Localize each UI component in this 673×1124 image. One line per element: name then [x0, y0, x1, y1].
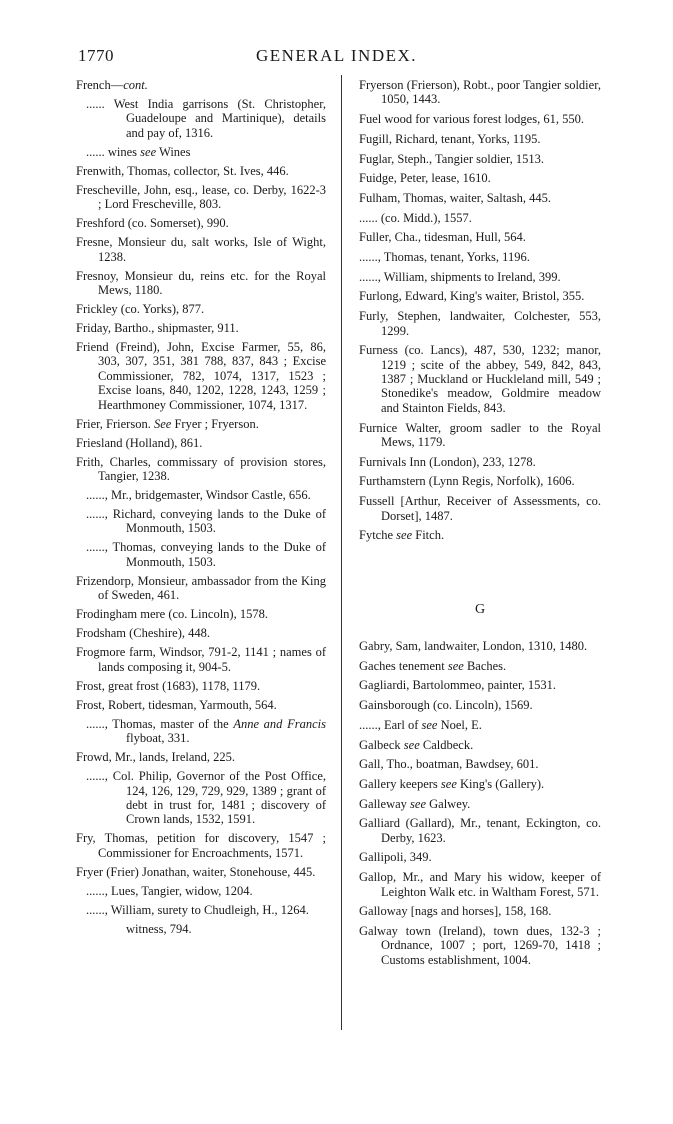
index-entry: Fresnoy, Monsieur du, reins etc. for the Royal Mews, 1180. — [76, 268, 326, 298]
index-entry: ...... (co. Midd.), 1557. — [359, 210, 472, 225]
index-entry: Gaches tenement see Baches. — [359, 658, 507, 673]
index-entry: Gallop, Mr., and Mary his widow, keeper of Leighton Walk etc. in Waltham Forest, 571. — [359, 870, 601, 899]
index-entry: Fuglar, Steph., Tangier soldier, 1513. — [359, 151, 545, 166]
page-title: GENERAL INDEX. — [255, 46, 418, 65]
index-entry: ......, Thomas, master of the Anne and Francis flyboat, 331. — [86, 716, 326, 746]
index-entry: Galway town (Ireland), town dues, 132-3 ; Ordnance, 1007 ; port, 1269-70, 1418 ; Customs establishment, 1004. — [359, 923, 601, 967]
index-entry: Frith, Charles, commissary of provision stores, Tangier, 1238. — [76, 454, 326, 484]
index-entry: Frescheville, John, esq., lease, co. Derby, 1622-3 ; Lord Frescheville, 803. — [76, 182, 326, 212]
page-number: 1770 — [78, 46, 114, 65]
index-entry: Galbeck see Caldbeck. — [359, 737, 474, 752]
index-entry: Gabry, Sam, landwaiter, London, 1310, 1480. — [359, 639, 588, 654]
index-entry: Fuel wood for various forest lodges, 61, 550. — [359, 112, 584, 127]
index-entry: ...... wines see Wines — [86, 144, 191, 159]
index-entry: Fulham, Thomas, waiter, Saltash, 445. — [359, 190, 551, 205]
index-entry: Furthamstern (Lynn Regis, Norfolk), 1606. — [359, 474, 575, 489]
index-entry: Fuller, Cha., tidesman, Hull, 564. — [359, 230, 526, 245]
index-entry: ......, Thomas, tenant, Yorks, 1196. — [359, 250, 530, 265]
section-letter: G — [474, 601, 486, 617]
index-entry: Fytche see Fitch. — [359, 528, 445, 543]
f-entries — [359, 78, 601, 543]
index-entry: Gallipoli, 349. — [359, 850, 432, 865]
index-entry: Frodingham mere (co. Lincoln), 1578. — [76, 607, 268, 622]
column-divider — [341, 75, 342, 1030]
index-entry: Frickley (co. Yorks), 877. — [76, 302, 205, 317]
left-index-column — [76, 78, 326, 941]
index-entry: ......, Earl of see Noel, E. — [359, 717, 482, 732]
index-entry: Friend (Freind), John, Excise Farmer, 55, 86, 303, 307, 351, 381 788, 837, 843 ; Excise Commissioner, 782, 1074, 1317, 1523 ; Excise loans, 840, 1202, 1228, 1243, 1259 ; Hearthmoney Commissioner, 1074, 1317. — [76, 340, 326, 412]
index-entry: Frodsham (Cheshire), 448. — [76, 626, 211, 641]
index-entry: Fugill, Richard, tenant, Yorks, 1195. — [359, 131, 541, 146]
index-entry: Galloway [nags and horses], 158, 168. — [359, 904, 552, 919]
index-entry: Friesland (Holland), 861. — [76, 435, 203, 450]
right-index-column — [359, 78, 601, 972]
index-entry: Gallery keepers see King's (Gallery). — [359, 776, 545, 791]
index-entry: ......, Thomas, conveying lands to the Duke of Monmouth, 1503. — [86, 540, 326, 569]
index-entry: Fryerson (Frierson), Robt., poor Tangier soldier, 1050, 1443. — [359, 78, 601, 107]
index-entry: Frizendorp, Monsieur, ambassador from the King of Sweden, 461. — [76, 573, 326, 603]
index-entry: Frenwith, Thomas, collector, St. Ives, 446. — [76, 163, 289, 178]
index-entry: Frost, great frost (1683), 1178, 1179. — [76, 678, 261, 693]
index-entry: Gagliardi, Bartolommeo, painter, 1531. — [359, 678, 557, 693]
index-entry: Frogmore farm, Windsor, 791-2, 1141 ; names of lands composing it, 904-5. — [76, 645, 326, 674]
index-entry: ......, Richard, conveying lands to the Duke of Monmouth, 1503. — [86, 507, 326, 536]
index-entry: Gall, Tho., boatman, Bawdsey, 601. — [359, 757, 539, 772]
index-entry: Freshford (co. Somerset), 990. — [76, 216, 229, 231]
g-entries — [359, 639, 601, 967]
index-entry: Furlong, Edward, King's waiter, Bristol, 355. — [359, 289, 585, 304]
index-entry: French—cont. — [76, 78, 148, 92]
index-entry: ......, William, surety to Chudleigh, H., 1264. — [86, 902, 309, 917]
index-entry: ......, Col. Philip, Governor of the Post Office, 124, 126, 129, 729, 929, 1389 ; grant of debt in trust for, 1481 ; discovery of Crown lands, 1532, 1591. — [86, 769, 326, 827]
index-entry: ......, Mr., bridgemaster, Windsor Castle, 656. — [86, 488, 311, 503]
index-entry: Fryer (Frier) Jonathan, waiter, Stonehouse, 445. — [76, 864, 316, 879]
index-entry: Fresne, Monsieur du, salt works, Isle of Wight, 1238. — [76, 235, 326, 264]
index-entry: Galleway see Galwey. — [359, 796, 471, 811]
index-entry: ......, Lues, Tangier, widow, 1204. — [86, 883, 253, 898]
index-entry: Frier, Frierson. See Fryer ; Fryerson. — [76, 416, 259, 431]
index-entry: Friday, Bartho., shipmaster, 911. — [76, 321, 239, 336]
index-entry: Galliard (Gallard), Mr., tenant, Eckington, co. Derby, 1623. — [359, 816, 601, 845]
index-entry: witness, 794. — [126, 921, 192, 936]
index-entry: ...... West India garrisons (St. Christopher, Guadeloupe and Martinique), details and pay of, 1316. — [86, 97, 326, 140]
index-entry: Fussell [Arthur, Receiver of Assessments, co. Dorset], 1487. — [359, 494, 601, 523]
index-entry: Furnice Walter, groom sadler to the Royal Mews, 1179. — [359, 420, 601, 449]
index-entry: Fuidge, Peter, lease, 1610. — [359, 171, 491, 186]
index-entry: Furness (co. Lancs), 487, 530, 1232; manor, 1219 ; scite of the abbey, 549, 842, 843, 1387 ; Muckland or Huckleland mill, 549 ; Stonedike's meadow, Goldmire meadow and Stainton Fields, 843. — [359, 343, 601, 415]
index-entry: Frost, Robert, tidesman, Yarmouth, 564. — [76, 697, 277, 712]
index-entry: Gainsborough (co. Lincoln), 1569. — [359, 698, 533, 713]
index-entry: Furly, Stephen, landwaiter, Colchester, 553, 1299. — [359, 309, 601, 338]
index-entry: Furnivals Inn (London), 233, 1278. — [359, 454, 536, 469]
index-entry: ......, William, shipments to Ireland, 399. — [359, 269, 561, 284]
index-entry: Frowd, Mr., lands, Ireland, 225. — [76, 750, 236, 765]
index-entry: Fry, Thomas, petition for discovery, 1547 ; Commissioner for Encroachments, 1571. — [76, 831, 326, 860]
